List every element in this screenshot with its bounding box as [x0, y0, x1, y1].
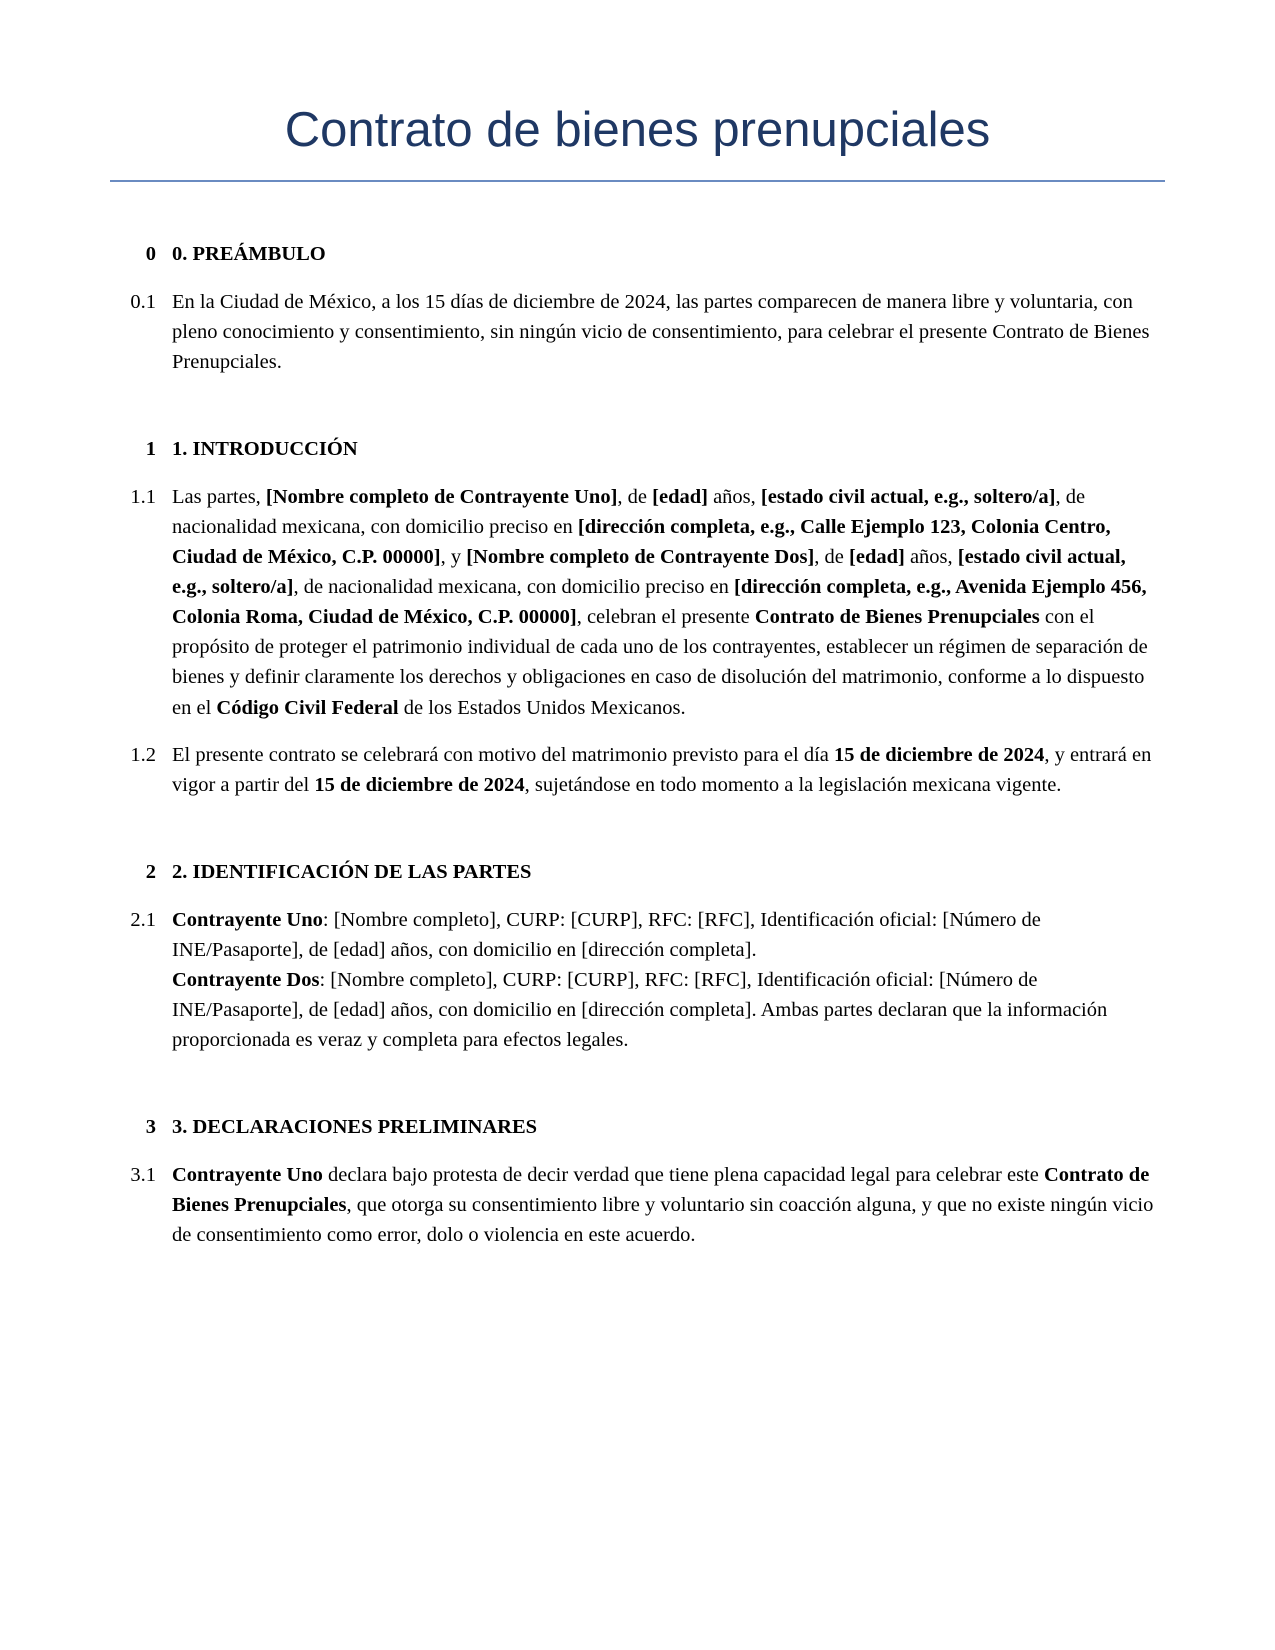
clause-number: 1.2 — [130, 743, 156, 766]
section-number: 1 — [145, 437, 156, 460]
clause-row — [110, 287, 1165, 377]
clause-number: 1.1 — [130, 485, 156, 508]
section-number: 2 — [145, 860, 156, 883]
emphasis-text: Contrato de Bienes Prenupciales — [754, 606, 1040, 629]
plain-text: , de nacionalidad mexicana, con domicilio preciso en — [293, 576, 735, 599]
document-body — [0, 182, 1275, 1251]
plain-text: años, — [904, 545, 958, 568]
plain-text: , de nacionalidad mexicana, con domicilio preciso en — [172, 485, 1086, 538]
emphasis-text: [Nombre completo de Contrayente Uno] — [265, 485, 618, 508]
emphasis-text: Contrayente Uno — [172, 908, 323, 931]
clause-row — [110, 1160, 1165, 1250]
section-heading-row — [110, 240, 1165, 270]
clause-text — [172, 482, 1165, 723]
emphasis-text: 15 de diciembre de 2024 — [834, 743, 1045, 766]
clause-text — [172, 740, 1165, 800]
plain-text: , y entrará en vigor a partir del — [172, 743, 1152, 796]
emphasis-text: [estado civil actual, e.g., soltero/a] — [172, 545, 1126, 599]
section-spacer — [110, 377, 1165, 435]
emphasis-text: Contrayente Dos — [172, 968, 320, 991]
emphasis-text: [edad] — [849, 545, 905, 568]
clause-row — [110, 482, 1165, 723]
plain-text: , de — [617, 485, 653, 508]
sections-container — [110, 240, 1165, 1251]
plain-text: con el propósito de proteger el patrimonio individual de cada uno de los contrayentes, establecer un régimen de separación de bienes y definir claramente los derechos y obligaciones en caso de disolución del matrimonio, conforme a lo dispuesto en el — [172, 606, 1148, 719]
section-heading-row — [110, 435, 1165, 465]
section-heading-row — [110, 1113, 1165, 1143]
emphasis-text: [edad] — [652, 485, 708, 508]
section-number: 0 — [145, 242, 156, 265]
plain-text: , sujetándose en todo momento a la legislación mexicana vigente. — [524, 773, 1062, 796]
clause-text — [172, 905, 1165, 1056]
emphasis-text: Contrayente Uno — [172, 1164, 323, 1187]
emphasis-text: 15 de diciembre de 2024 — [314, 773, 525, 796]
plain-text: , que otorga su consentimiento libre y voluntario sin coacción alguna, y que no existe ningún vicio de consentimiento como error, dolo o violencia en este acuerdo. — [172, 1194, 1154, 1247]
plain-text: de los Estados Unidos Mexicanos. — [398, 696, 686, 719]
section-heading-row — [110, 858, 1165, 888]
clause-text — [172, 1160, 1165, 1250]
clause-number: 0.1 — [130, 290, 156, 313]
section-heading: 0. PREÁMBULO — [172, 242, 326, 265]
emphasis-text: Contrato de Bienes Prenupciales — [172, 1164, 1150, 1217]
plain-text: El presente contrato se celebrará con motivo del matrimonio previsto para el día — [172, 743, 835, 766]
clause-number: 2.1 — [130, 908, 156, 931]
plain-text: En la Ciudad de México, a los 15 días de diciembre de 2024, las partes comparecen de manera libre y voluntaria, con pleno conocimiento y consentimiento, sin ningún vicio de consentimiento, para celebrar el presente Contrato de Bienes Prenupciales. — [172, 290, 1150, 373]
page-title: Contrato de bienes prenupciales — [284, 103, 991, 157]
emphasis-text: [dirección completa, e.g., Avenida Ejemplo 456, Colonia Roma, Ciudad de México, C.P. 00000] — [172, 576, 1147, 629]
emphasis-text: Código Civil Federal — [216, 696, 399, 719]
section-spacer — [110, 800, 1165, 858]
plain-text: , y — [440, 545, 467, 568]
section-heading: 2. IDENTIFICACIÓN DE LAS PARTES — [172, 860, 532, 883]
plain-text: , celebran el presente — [576, 606, 755, 629]
plain-text: años, — [707, 485, 761, 508]
emphasis-text: [dirección completa, e.g., Calle Ejemplo 123, Colonia Centro, Ciudad de México, C.P. 00000] — [172, 515, 1111, 568]
clause-row — [110, 905, 1165, 1056]
plain-text: : [Nombre completo], CURP: [CURP], RFC: [RFC], Identificación oficial: [Número de INE/Pasaporte], de [edad] años, con domicilio en [dirección completa]. — [172, 908, 1041, 961]
title-block — [0, 0, 1275, 182]
section-spacer — [110, 1055, 1165, 1113]
emphasis-text: [Nombre completo de Contrayente Dos] — [466, 545, 815, 568]
section-heading: 3. DECLARACIONES PRELIMINARES — [172, 1116, 538, 1139]
plain-text: Las partes, — [172, 485, 266, 508]
clause-text — [172, 287, 1165, 377]
plain-text: declara bajo protesta de decir verdad que tiene plena capacidad legal para celebrar este — [322, 1164, 1044, 1187]
plain-text: : [Nombre completo], CURP: [CURP], RFC: [RFC], Identificación oficial: [Número de INE/Pasaporte], de [edad] años, con domicilio en [dirección completa]. Ambas partes declaran que la información proporcionada es veraz y completa para efectos legales. — [172, 968, 1108, 1052]
plain-text: , de — [814, 545, 850, 568]
section-heading: 1. INTRODUCCIÓN — [172, 437, 358, 460]
clause-number: 3.1 — [130, 1164, 156, 1187]
section-number: 3 — [145, 1116, 156, 1139]
emphasis-text: [estado civil actual, e.g., soltero/a] — [760, 485, 1056, 508]
clause-row — [110, 740, 1165, 800]
